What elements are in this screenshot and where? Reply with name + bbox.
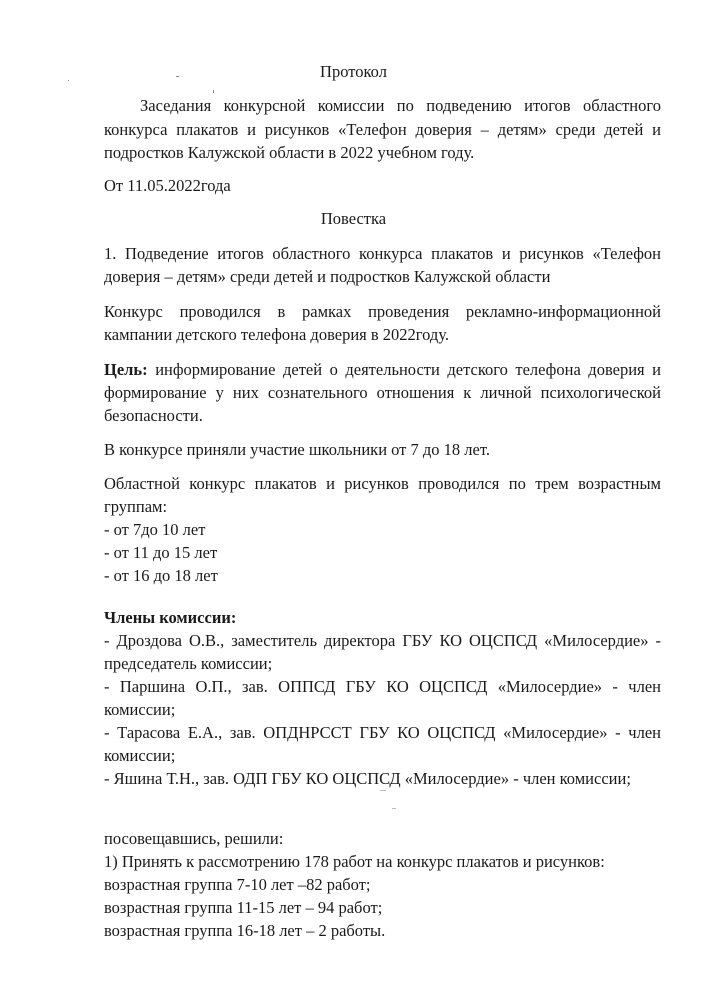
participants-text: В конкурсе приняли участие школьники от 7 до 18 лет. [104,440,490,459]
decision-intro: посовещавшись, решили: [104,829,284,848]
age-group-1: - от 7до 10 лет [104,520,206,539]
commission-heading: Члены комиссии: [104,608,237,627]
agenda-item-line-1: 1. Подведение итогов областного конкурса плакатов и рисунков «Телефон [104,244,661,263]
goal-label: Цель: [104,360,148,379]
scan-speck [176,76,179,77]
goal-line-3: безопасности. [104,406,203,425]
groups-intro-line-2: группам: [104,497,168,516]
goal-line-2: формирование у них сознательного отношения к личной психологической [104,383,661,402]
agenda-heading: Повестка [320,209,387,228]
member-line-6: комиссии; [104,746,176,765]
member-line-3: - Паршина О.П., зав. ОППСД ГБУ КО ОЦСПСД «Милосердие» - член [104,677,661,696]
member-line-2: председатель комиссии; [104,654,273,673]
decision-line-2: возрастная группа 7-10 лет –82 работ; [104,875,371,894]
document-date: От 11.05.2022года [104,176,231,195]
subtitle-line-2: конкурса плакатов и рисунков «Телефон доверия – детям» среди детей и [104,120,661,139]
subtitle-line-3: подростков Калужской области в 2022 учебном году. [104,143,475,162]
scan-speck [213,90,214,93]
decision-line-1: 1) Принять к рассмотрению 178 работ на конкурс плакатов и рисунков: [104,852,605,871]
goal-line-1 [104,360,661,380]
member-line-1: - Дроздова О.В., заместитель директора ГБУ КО ОЦСПСД «Милосердие» - [104,631,661,650]
agenda-item-line-2: доверия – детям» среди детей и подростков Калужской области [104,267,551,286]
scan-speck [68,80,69,81]
decision-line-3: возрастная группа 11-15 лет – 94 работ; [104,898,383,917]
decision-line-4: возрастная группа 16-18 лет – 2 работы. [104,921,386,940]
subtitle-line-1: Заседания конкурсной комиссии по подведению итогов областного [140,96,661,115]
scan-speck [392,808,396,809]
member-line-5: - Тарасова Е.А., зав. ОПДНРССТ ГБУ КО ОЦСПСД «Милосердие» - член [104,723,661,742]
member-line-4: комиссии; [104,700,176,719]
age-group-3: - от 16 до 18 лет [104,566,218,585]
groups-intro-line-1: Областной конкурс плакатов и рисунков проводился по трем возрастным [104,474,661,493]
member-line-7: - Яшина Т.Н., зав. ОДП ГБУ КО ОЦСПСД «Милосердие» - член комиссии; [104,769,631,788]
campaign-line-1: Конкурс проводился в рамках проведения рекламно-информационной [104,302,661,321]
document-title: Протокол [320,62,387,81]
goal-text: информирование детей о деятельности детского телефона доверия и [155,360,661,379]
age-group-2: - от 11 до 15 лет [104,543,218,562]
campaign-line-2: кампании детского телефона доверия в 2022году. [104,325,450,344]
scan-speck [380,790,386,791]
